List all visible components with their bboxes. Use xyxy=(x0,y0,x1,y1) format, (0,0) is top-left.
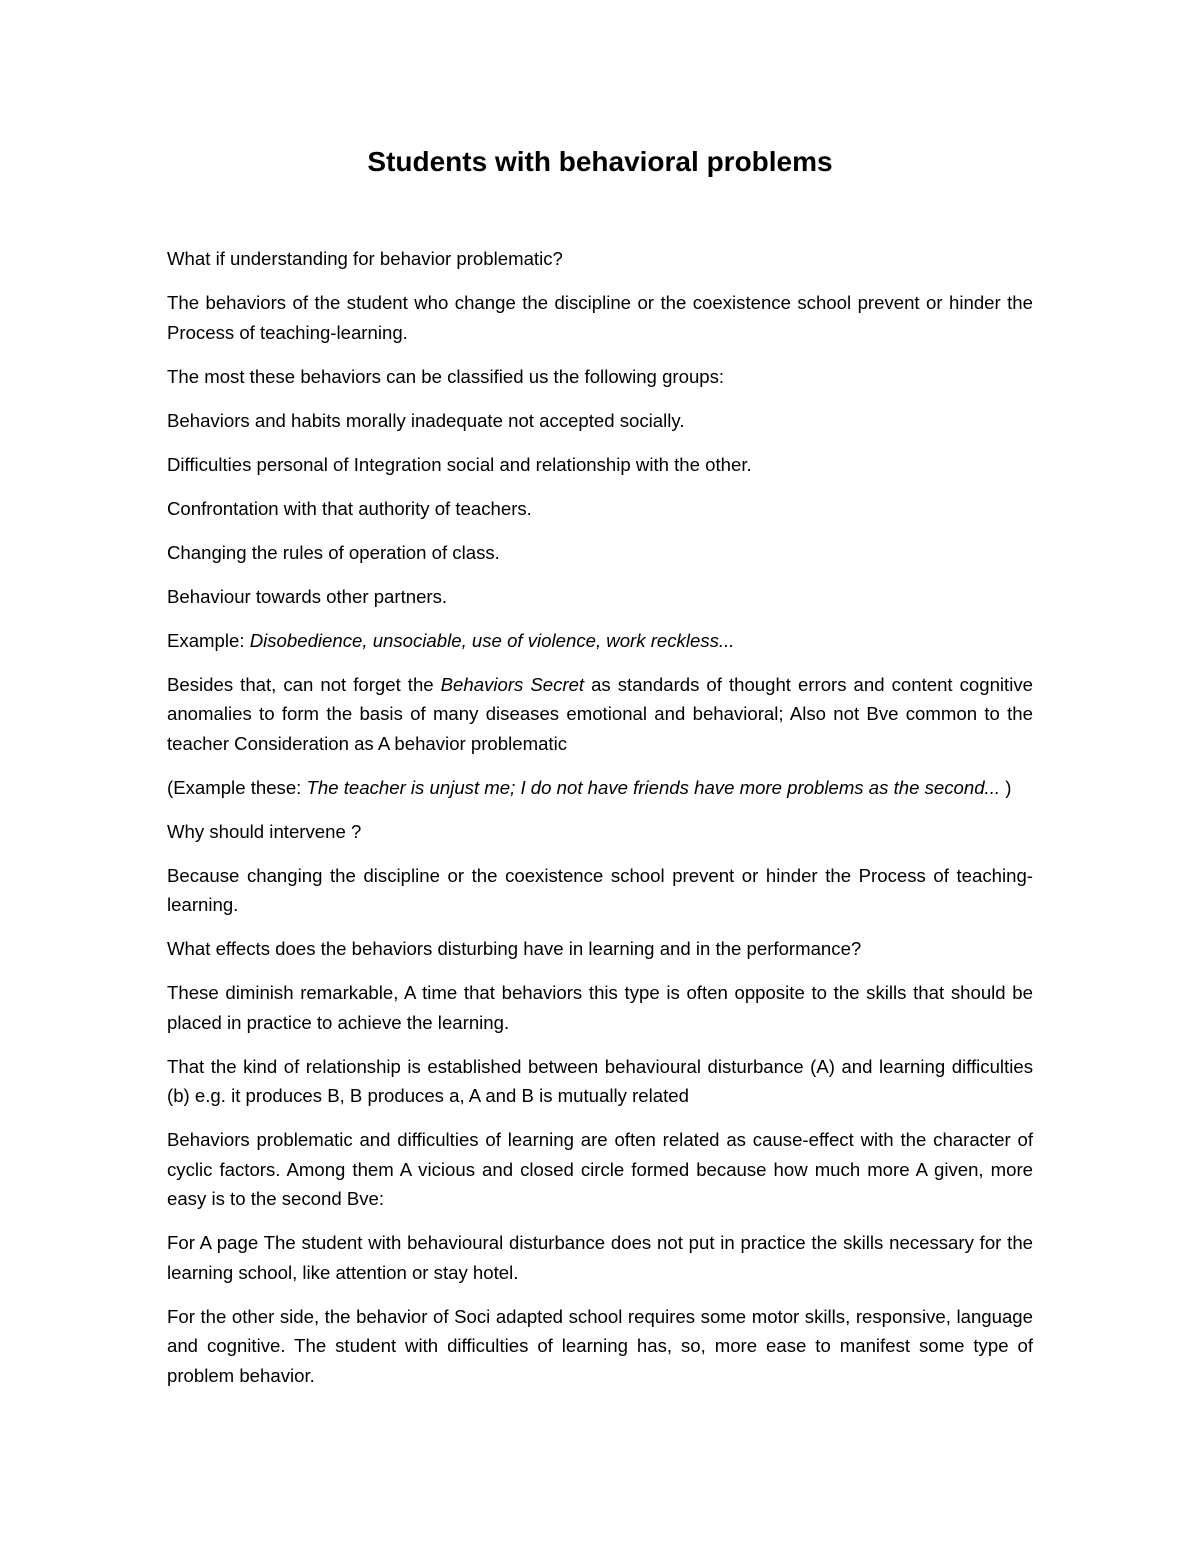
paragraph-group-3: Confrontation with that authority of teachers. xyxy=(167,497,532,519)
secret-behaviors-term: Behaviors Secret xyxy=(440,673,585,695)
paragraph-other-side: For the other side, the behavior of Soci adapted school requires some motor skills, responsive, language and cognitive. The student with difficulties of learning has, so, more ease to manifest some type of problem behavior. xyxy=(167,1305,1033,1386)
paragraph-relationship: That the kind of relationship is established between behavioural disturbance (A) and learning difficulties (b) e.g. it produces B, B produces a, A and B is mutually related xyxy=(167,1055,1033,1106)
document-body xyxy=(167,244,1033,1405)
paragraph-example xyxy=(167,626,1033,656)
paragraph-one-side: For A page The student with behavioural disturbance does not put in practice the skills necessary for the learning school, like attention or stay hotel. xyxy=(167,1232,1033,1283)
paragraph-question-intervene: Why should intervene ? xyxy=(167,820,362,842)
paragraph-question-definition: What if understanding for behavior problematic? xyxy=(167,248,563,269)
paragraph-example-thoughts xyxy=(167,773,1033,803)
example-text: Disobedience, unsociable, use of violence, work reckless... xyxy=(249,629,735,651)
secret-behaviors-text-end: as standards of thought errors and content cognitive anomalies to form the basis of many diseases emotional and behavioral; Also not Bve common to the teacher Consideration as A behavior problematic xyxy=(167,673,1033,754)
paragraph-definition: The behaviors of the student who change the discipline or the coexistence school prevent or hinder the Process of teaching-learning. xyxy=(167,292,1033,343)
paragraph-effects-answer: These diminish remarkable, A time that behaviors this type is often opposite to the skills that should be placed in practice to achieve the learning. xyxy=(167,982,1033,1033)
example-thoughts-label: (Example these: xyxy=(167,776,307,798)
paragraph-group-4: Changing the rules of operation of class. xyxy=(167,541,500,563)
paragraph-question-effects: What effects does the behaviors disturbing have in learning and in the performance? xyxy=(167,938,862,959)
paragraph-group-2: Difficulties personal of Integration social and relationship with the other. xyxy=(167,453,752,475)
example-thoughts-text: The teacher is unjust me; I do not have friends have more problems as the second... xyxy=(306,776,1001,798)
paragraph-cause-effect: Behaviors problematic and difficulties of learning are often related as cause-effect with the character of cyclic factors. Among them A vicious and closed circle formed because how much more A given, more easy is to the second Bve: xyxy=(167,1129,1033,1209)
example-label: Example: xyxy=(167,629,250,651)
paragraph-intervene-answer: Because changing the discipline or the coexistence school prevent or hinder the Process of teaching-learning. xyxy=(167,864,1033,915)
document-title: Students with behavioral problems xyxy=(367,146,833,177)
paragraph-secret-behaviors xyxy=(167,670,1033,759)
paragraph-classification-intro: The most these behaviors can be classified us the following groups: xyxy=(167,365,725,387)
example-thoughts-close: ) xyxy=(1000,776,1012,798)
secret-behaviors-text-start: Besides that, can not forget the xyxy=(167,673,441,695)
paragraph-group-5: Behaviour towards other partners. xyxy=(167,585,448,607)
paragraph-group-1: Behaviors and habits morally inadequate not accepted socially. xyxy=(167,409,685,431)
